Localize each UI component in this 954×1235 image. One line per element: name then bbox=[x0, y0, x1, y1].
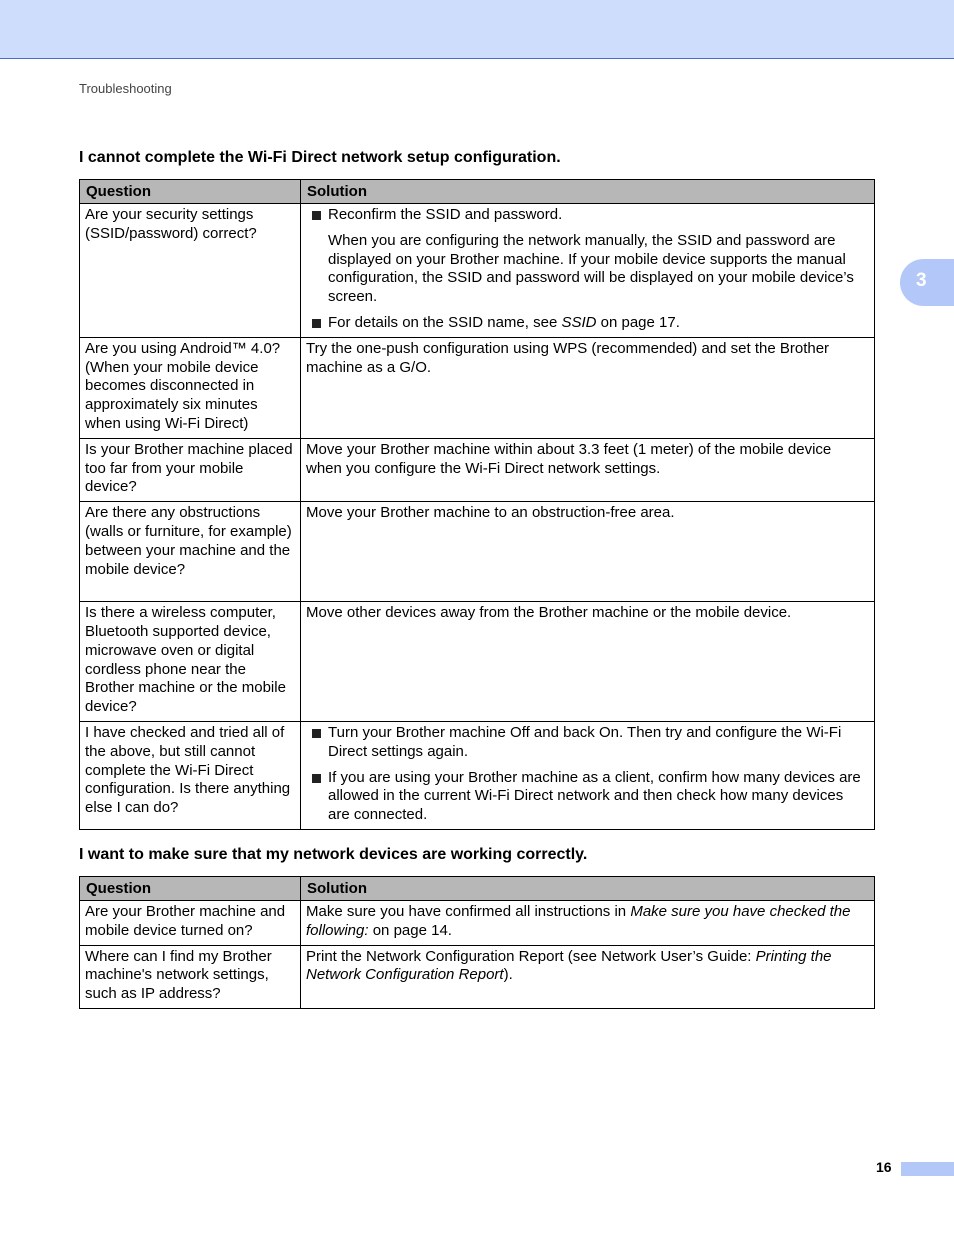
solution-cell: Try the one-push configuration using WPS (recommended) and set the Brother machine as a G/O. bbox=[301, 337, 875, 438]
table-header-row bbox=[80, 180, 875, 204]
question-cell: Is your Brother machine placed too far from your mobile device? bbox=[80, 438, 301, 501]
table-row bbox=[80, 337, 875, 438]
square-bullet-icon bbox=[312, 729, 321, 738]
top-header-band bbox=[0, 0, 954, 59]
table-row bbox=[80, 438, 875, 501]
checklist-reference[interactable]: Make sure you have checked the following: bbox=[306, 903, 851, 939]
column-header-solution: Solution bbox=[301, 877, 875, 901]
solution-cell bbox=[301, 721, 875, 829]
network-devices-troubleshooting-table bbox=[79, 876, 875, 1009]
ssid-reference[interactable]: SSID bbox=[561, 313, 597, 331]
question-cell: Are your Brother machine and mobile device turned on? bbox=[80, 901, 301, 946]
page-number: 16 bbox=[876, 1159, 892, 1175]
question-cell: Are there any obstructions (walls or furniture, for example) between your machine and the mobile device? bbox=[80, 502, 301, 602]
table-row bbox=[80, 721, 875, 829]
wifi-direct-troubleshooting-table bbox=[79, 179, 875, 830]
running-header: Troubleshooting bbox=[79, 81, 172, 96]
question-cell: Are your security settings (SSID/password) correct? bbox=[80, 204, 301, 338]
network-report-reference[interactable]: Printing the Network Configuration Report bbox=[306, 947, 832, 984]
question-cell: Are you using Android™ 4.0? (When your mobile device becomes disconnected in approximately six minutes when using Wi-Fi Direct) bbox=[80, 337, 301, 438]
footer-bar bbox=[901, 1162, 954, 1176]
square-bullet-icon bbox=[312, 211, 321, 220]
table-row bbox=[80, 901, 875, 946]
solution-cell: Move other devices away from the Brother machine or the mobile device. bbox=[301, 602, 875, 722]
column-header-question: Question bbox=[80, 877, 301, 901]
solution-cell: Make sure you have confirmed all instructions in Make sure you have checked the following: on page 14. bbox=[301, 901, 875, 946]
section-title-wifi-direct: I cannot complete the Wi-Fi Direct network setup configuration. bbox=[79, 149, 561, 166]
square-bullet-icon bbox=[312, 319, 321, 328]
solution-cell bbox=[301, 204, 875, 338]
solution-paragraph: When you are configuring the network manually, the SSID and password are displayed on your Brother machine. If your mobile device supports the manual configuration, the SSID and password will be displayed on your mobile device’s screen. bbox=[328, 231, 854, 306]
table-row bbox=[80, 204, 875, 338]
solution-cell: Move your Brother machine within about 3.3 feet (1 meter) of the mobile device when you configure the Wi-Fi Direct network settings. bbox=[301, 438, 875, 501]
square-bullet-icon bbox=[312, 774, 321, 783]
bullet-item: Turn your Brother machine Off and back On. Then try and configure the Wi-Fi Direct settings again. bbox=[306, 724, 868, 762]
question-cell: I have checked and tried all of the above, but still cannot complete the Wi-Fi Direct configuration. Is there anything else I can do? bbox=[80, 721, 301, 829]
table-row bbox=[80, 602, 875, 722]
bullet-item: For details on the SSID name, see SSID on page 17. bbox=[306, 314, 868, 333]
table-row bbox=[80, 502, 875, 602]
bullet-item: Reconfirm the SSID and password. bbox=[306, 206, 868, 225]
solution-cell: Move your Brother machine to an obstruction-free area. bbox=[301, 502, 875, 602]
chapter-tab bbox=[900, 259, 954, 306]
column-header-question: Question bbox=[80, 180, 301, 204]
column-header-solution: Solution bbox=[301, 180, 875, 204]
solution-cell: Print the Network Configuration Report (see Network User’s Guide: Printing the Network Configuration Report). bbox=[301, 945, 875, 1008]
section-title-network-devices: I want to make sure that my network devices are working correctly. bbox=[79, 846, 588, 863]
question-cell: Where can I find my Brother machine's network settings, such as IP address? bbox=[80, 945, 301, 1008]
table-header-row bbox=[80, 877, 875, 901]
chapter-number: 3 bbox=[916, 270, 927, 291]
question-cell: Is there a wireless computer, Bluetooth supported device, microwave oven or digital cordless phone near the Brother machine or the mobile device? bbox=[80, 602, 301, 722]
bullet-item: If you are using your Brother machine as a client, confirm how many devices are allowed in the current Wi-Fi Direct network and then check how many devices are connected. bbox=[306, 769, 868, 825]
table-row bbox=[80, 945, 875, 1008]
